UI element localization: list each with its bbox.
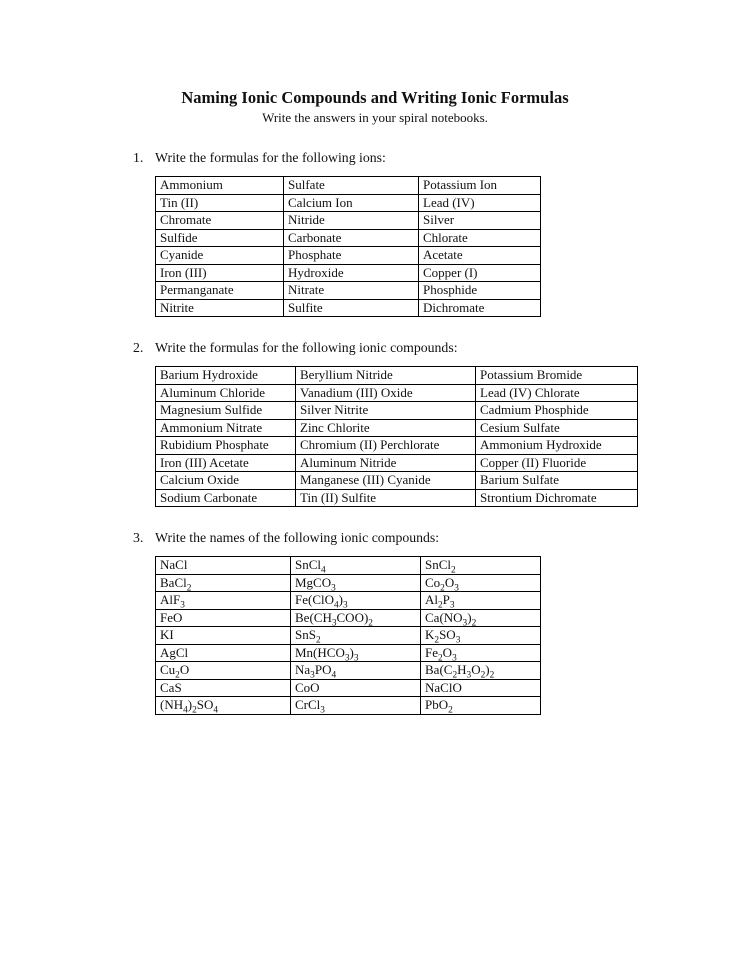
term-cell: Nitrate: [284, 282, 419, 300]
section-prompt: Write the formulas for the following ionic compounds:: [155, 340, 458, 355]
term-cell: Manganese (III) Cyanide: [296, 472, 476, 490]
term-cell: Strontium Dichromate: [476, 489, 638, 507]
term-cell: Phosphate: [284, 247, 419, 265]
term-cell: Acetate: [419, 247, 541, 265]
formula-cell: $K_2SO_3$: [421, 627, 541, 645]
table-row: [156, 384, 638, 402]
term-cell: Copper (II) Fluoride: [476, 454, 638, 472]
section-compounds: [0, 339, 750, 507]
term-cell: Lead (IV): [419, 194, 541, 212]
table-row: [156, 557, 541, 575]
ions-table: [155, 176, 541, 317]
table-row: [156, 679, 541, 697]
section-prompt-line: [133, 529, 750, 546]
section-prompt: Write the names of the following ionic compounds:: [155, 530, 440, 545]
formula-cell: SnCl$_4$: [291, 557, 421, 575]
term-cell: Barium Hydroxide: [156, 367, 296, 385]
compounds-table: [155, 366, 638, 507]
term-cell: Sulfate: [284, 177, 419, 195]
term-cell: Cadmium Phosphide: [476, 402, 638, 420]
formula-cell: MgCO$_3$: [291, 574, 421, 592]
formula-cell: FeO: [156, 609, 291, 627]
table-row: [156, 264, 541, 282]
term-cell: Nitride: [284, 212, 419, 230]
term-cell: Cyanide: [156, 247, 284, 265]
term-cell: Silver Nitrite: [296, 402, 476, 420]
term-cell: Tin (II) Sulfite: [296, 489, 476, 507]
table-row: [156, 574, 541, 592]
term-cell: Sulfide: [156, 229, 284, 247]
term-cell: Copper (I): [419, 264, 541, 282]
term-cell: Dichromate: [419, 299, 541, 317]
term-cell: Vanadium (III) Oxide: [296, 384, 476, 402]
table-row: [156, 419, 638, 437]
section-prompt: Write the formulas for the following ions:: [155, 150, 386, 165]
table-row: [156, 229, 541, 247]
formula-cell: $Fe(ClO_4)_3$: [291, 592, 421, 610]
table-row: [156, 177, 541, 195]
term-cell: Iron (III): [156, 264, 284, 282]
section-number: 1.: [133, 150, 144, 165]
table-row: [156, 282, 541, 300]
section-prompt-line: [133, 149, 750, 166]
term-cell: Magnesium Sulfide: [156, 402, 296, 420]
term-cell: Sulfite: [284, 299, 419, 317]
section-prompt-line: [133, 339, 750, 356]
table-row: [156, 592, 541, 610]
formula-cell: $Al_2P_3$: [421, 592, 541, 610]
term-cell: Barium Sulfate: [476, 472, 638, 490]
term-cell: Calcium Oxide: [156, 472, 296, 490]
term-cell: Chlorate: [419, 229, 541, 247]
term-cell: Aluminum Nitride: [296, 454, 476, 472]
formula-cell: $Co_2O_3$: [421, 574, 541, 592]
formula-cell: BaCl$_2$: [156, 574, 291, 592]
section-ions: [0, 149, 750, 317]
term-cell: Hydroxide: [284, 264, 419, 282]
table-row: [156, 247, 541, 265]
term-cell: Beryllium Nitride: [296, 367, 476, 385]
document-subtitle: Write the answers in your spiral notebooks.: [262, 110, 488, 125]
formula-cell: $Ca(NO_3)_2$: [421, 609, 541, 627]
formula-cell: KI: [156, 627, 291, 645]
formula-cell: $Ba(C_2H_3O_2)_2$: [421, 662, 541, 680]
term-cell: Ammonium Nitrate: [156, 419, 296, 437]
term-cell: Ammonium Hydroxide: [476, 437, 638, 455]
formula-cell: NaCl: [156, 557, 291, 575]
term-cell: Aluminum Chloride: [156, 384, 296, 402]
document-title: Naming Ionic Compounds and Writing Ionic Formulas: [181, 88, 569, 107]
table-row: [156, 609, 541, 627]
term-cell: Cesium Sulfate: [476, 419, 638, 437]
section-formulas: [0, 529, 750, 715]
formula-cell: $(NH_4)_2SO_4$: [156, 697, 291, 715]
table-row: [156, 627, 541, 645]
formulas-table: [155, 556, 541, 715]
section-number: 2.: [133, 340, 144, 355]
formula-cell: SnCl$_2$: [421, 557, 541, 575]
term-cell: Silver: [419, 212, 541, 230]
term-cell: Calcium Ion: [284, 194, 419, 212]
formula-cell: $Be(CH_3COO)_2$: [291, 609, 421, 627]
table-row: [156, 489, 638, 507]
term-cell: Carbonate: [284, 229, 419, 247]
table-row: [156, 697, 541, 715]
formula-cell: CaS: [156, 679, 291, 697]
term-cell: Nitrite: [156, 299, 284, 317]
formula-cell: $Cu_2O$: [156, 662, 291, 680]
term-cell: Chromate: [156, 212, 284, 230]
table-row: [156, 472, 638, 490]
table-row: [156, 299, 541, 317]
formula-cell: $Fe_2O_3$: [421, 644, 541, 662]
formula-cell: PbO$_2$: [421, 697, 541, 715]
term-cell: Ammonium: [156, 177, 284, 195]
formula-cell: AgCl: [156, 644, 291, 662]
formula-cell: CoO: [291, 679, 421, 697]
formula-cell: $Mn(HCO_3)_3$: [291, 644, 421, 662]
term-cell: Permanganate: [156, 282, 284, 300]
table-row: [156, 212, 541, 230]
term-cell: Potassium Ion: [419, 177, 541, 195]
table-row: [156, 367, 638, 385]
term-cell: Chromium (II) Perchlorate: [296, 437, 476, 455]
term-cell: Phosphide: [419, 282, 541, 300]
table-row: [156, 662, 541, 680]
term-cell: Iron (III) Acetate: [156, 454, 296, 472]
table-row: [156, 454, 638, 472]
term-cell: Sodium Carbonate: [156, 489, 296, 507]
formula-cell: AlF$_3$: [156, 592, 291, 610]
term-cell: Potassium Bromide: [476, 367, 638, 385]
term-cell: Tin (II): [156, 194, 284, 212]
formula-cell: $Na_3PO_4$: [291, 662, 421, 680]
formula-cell: NaClO: [421, 679, 541, 697]
term-cell: Zinc Chlorite: [296, 419, 476, 437]
table-row: [156, 644, 541, 662]
table-row: [156, 437, 638, 455]
term-cell: Rubidium Phosphate: [156, 437, 296, 455]
section-number: 3.: [133, 530, 144, 545]
formula-cell: SnS$_2$: [291, 627, 421, 645]
formula-cell: CrCl$_3$: [291, 697, 421, 715]
table-row: [156, 402, 638, 420]
term-cell: Lead (IV) Chlorate: [476, 384, 638, 402]
table-row: [156, 194, 541, 212]
